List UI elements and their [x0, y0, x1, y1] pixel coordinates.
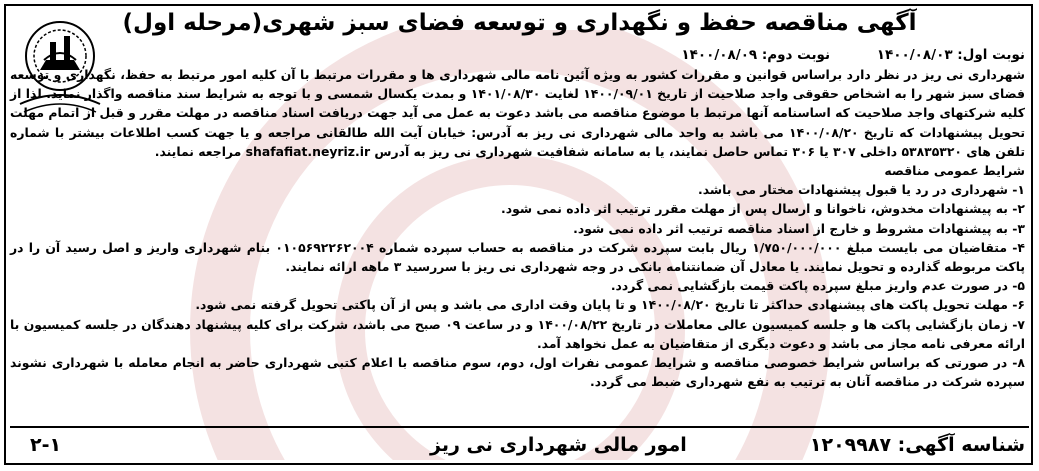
issuer-name: امور مالی شهرداری نی ریز	[430, 434, 687, 456]
condition-item: ۲- به پیشنهادات مخدوش، ناخوانا و ارسال پس از مهلت مقرر ترتیب اثر داده نمی شود.	[501, 201, 1025, 217]
second-notice-date: نوبت دوم: ۱۴۰۰/۰۸/۰۹	[681, 47, 831, 63]
footer-divider	[10, 426, 1029, 428]
edition-number: ۲-۱	[30, 434, 62, 456]
condition-item: ۷- زمان بازگشایی پاکت ها و جلسه کمیسیون عالی معاملات در تاریخ ۱۴۰۰/۰۸/۲۲ و در ساعت ۰۹ صبح می باشد، شرکت برای کلیه پیشنهاد دهندگان در جلسه کمیسیون با ارائه معرفی نامه مجاز می باشد و دعوت دیگری از متقاضیان به عمل نخواهد آمد.	[10, 316, 1025, 351]
condition-item: ۴- متقاضیان می بایست مبلغ ۱/۷۵۰/۰۰۰/۰۰۰ ریال بابت سپرده شرکت در مناقصه به حساب سپرده شماره ۰۱۰۵۶۹۲۲۶۲۰۰۴ بنام شهرداری واریز و اصل رسید آن را در پاکت مربوطه گذارده و تحویل نمایند. یا معادل آن ضمانتنامه بانکی در وجه شهرداری نی ریز با سررسید ۳ ماهه ارائه نمایند.	[10, 239, 1025, 275]
notice-footer	[30, 430, 1025, 460]
condition-item: ۵- در صورت عدم واریز مبلغ سپرده پاکت قیمت بازگشایی نمی گردد.	[610, 278, 1025, 294]
condition-item: ۶- مهلت تحویل پاکت های پیشنهادی حداکثر تا تاریخ ۱۴۰۰/۰۸/۲۰ و تا پایان وقت اداری می باشد و پس از آن پاکتی تحویل گرفته نمی شود.	[195, 297, 1025, 313]
first-notice-date: نوبت اول: ۱۴۰۰/۰۸/۰۳	[876, 47, 1025, 63]
notice-body	[10, 65, 1025, 391]
condition-item: ۸- در صورتی که براساس شرایط خصوصی مناقصه و شرایط عمومی نفرات اول، دوم، سوم مناقصه با اعلام کتبی شهرداری حاضر به انجام معامله با شهرداری نشوند سپرده شرکت در مناقصه آنان به ترتیب به نفع شهرداری ضبط می گردد.	[10, 355, 1025, 390]
intro-paragraph: شهرداری نی ریز در نظر دارد براساس قوانین و مقررات کشور به ویژه آئین نامه مالی شهرداری ها و مقررات مرتبط با آن کلیه امور مرتبط به حفظ، نگهداری و توسعه فضای سبز شهر را به اشخاص حقوقی واجد صلاحیت از تاریخ ۱۴۰۰/۰۹/۰۱ لغایت ۱۴۰۱/۰۸/۳۰ و بمدت یکسال شمسی و با توجه به شرایط سند مناقصه واگذار نماید. لذا از کلیه شرکتهای واجد صلاحیت که اساسنامه آنها مرتبط با موضوع مناقصه می باشد دعوت به عمل می آید جهت دریافت اسناد مناقصه در مهلت مقرر و قبل از اتمام مهلت تحویل پیشنهادات که تاریخ ۱۴۰۰/۰۸/۲۰ می باشد به واحد مالی شهرداری نی ریز به آدرس: خیابان آیت الله طالقانی مراجعه و یا جهت کسب اطلاعات بیشتر با شماره تلفن های ۵۳۸۳۵۳۲۰ داخلی ۳۰۷ یا ۳۰۶ تماس حاصل نمایند، یا به سامانه شفافیت شهرداری نی ریز به آدرس shafafiat.neyriz.ir مراجعه نمایند.	[10, 67, 1025, 159]
condition-item: ۳- به پیشنهادات مشروط و خارج از اسناد مناقصه ترتیب اثر داده نمی شود.	[573, 220, 1025, 236]
ad-identifier: شناسه آگهی: ۱۲۰۹۹۸۷	[809, 434, 1025, 456]
notice-dates	[110, 44, 1025, 66]
conditions-heading: شرایط عمومی مناقصه	[884, 163, 1025, 179]
notice-title: آگهی مناقصه حفظ و نگهداری و توسعه فضای سبز شهری(مرحله اول)	[122, 10, 917, 36]
condition-item: ۱- شهرداری در رد یا قبول پیشنهادات مختار می باشد.	[698, 182, 1025, 198]
